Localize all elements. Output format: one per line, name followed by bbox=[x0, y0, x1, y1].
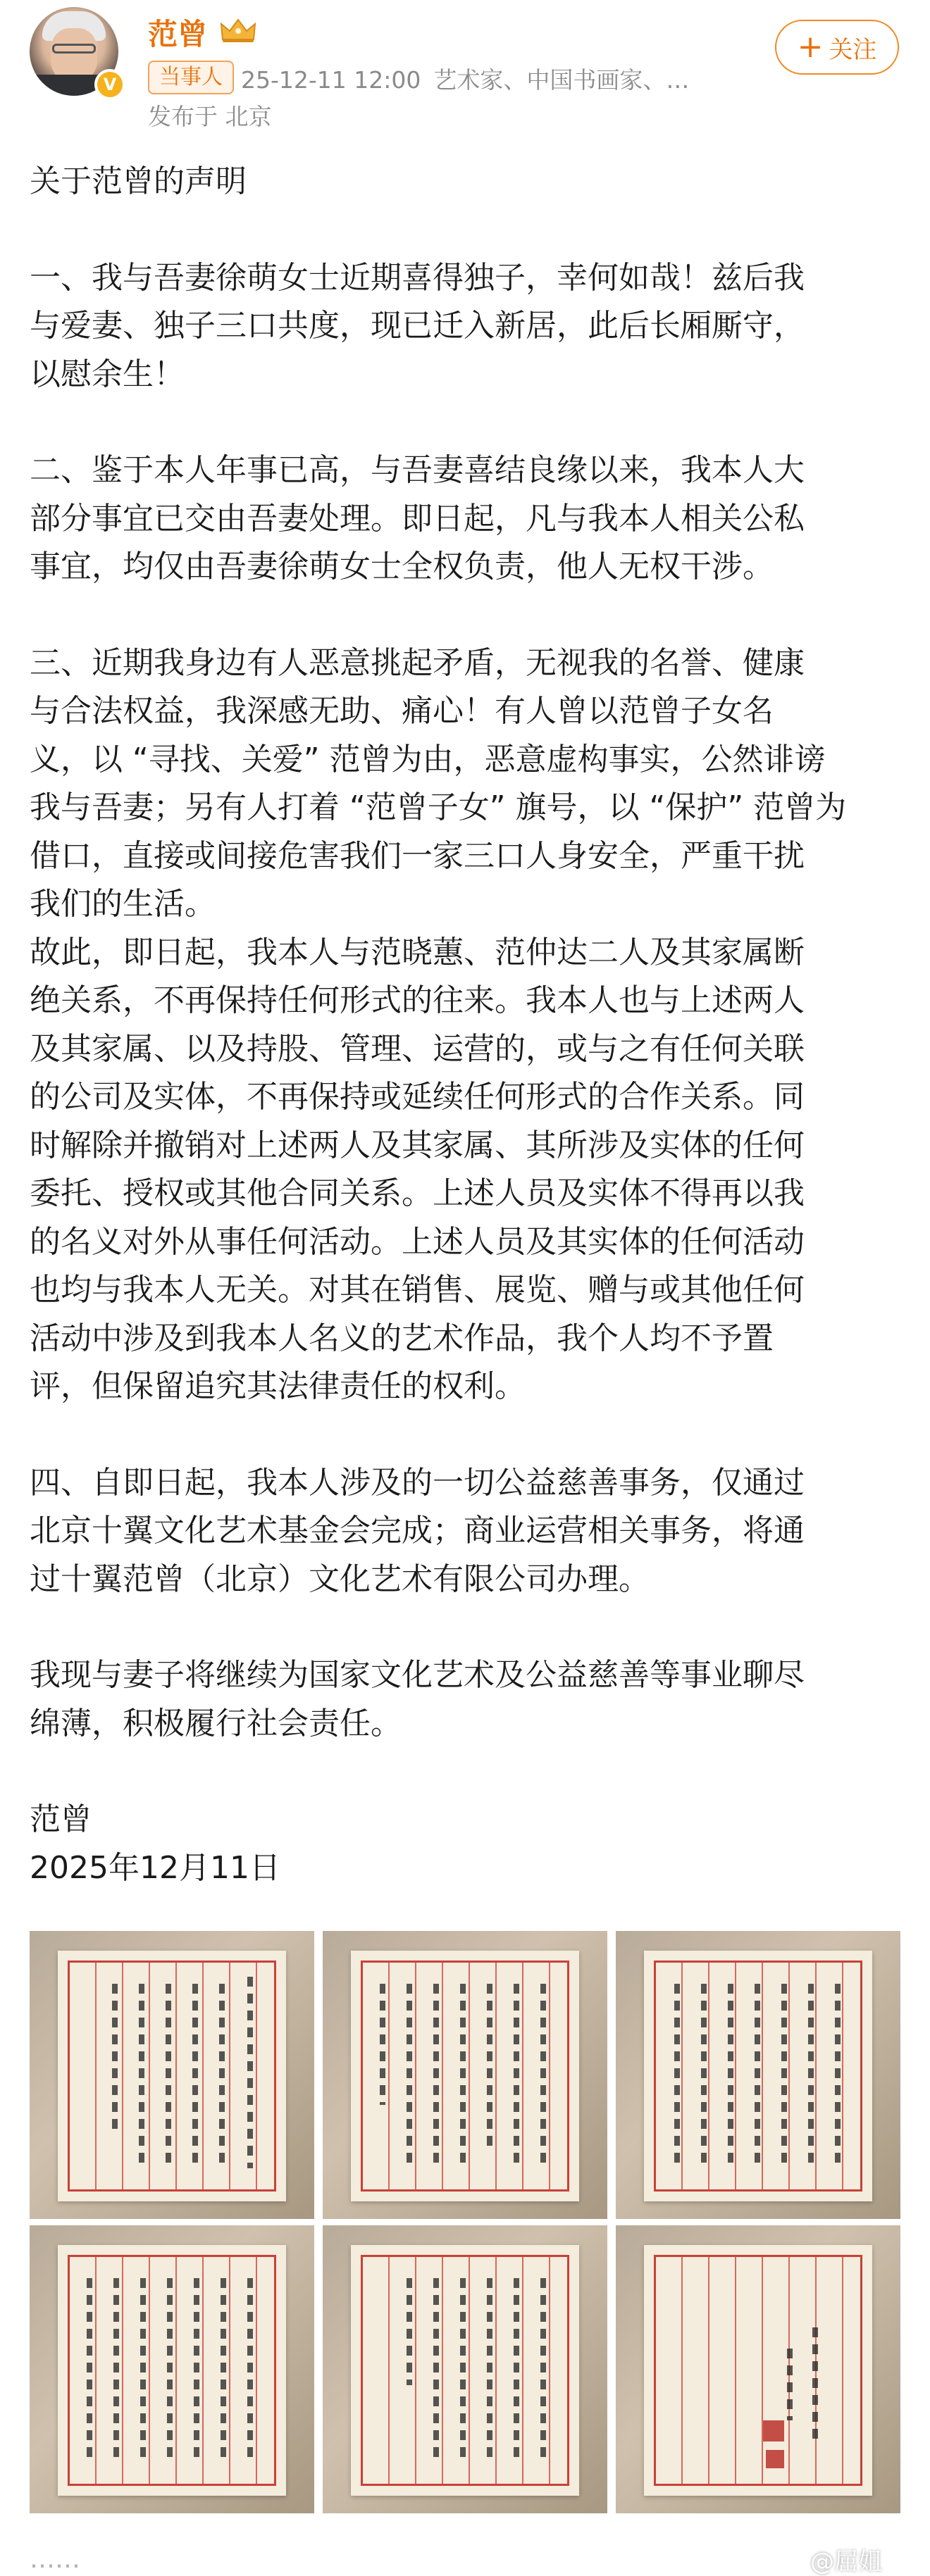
signature-date: 2025年12月11日 bbox=[30, 1849, 280, 1886]
text-line: 委托、授权或其他合同关系。上述人员及实体不得再以我 bbox=[30, 1175, 805, 1211]
text-line: 与爱妻、独子三口共度，现已迁入新居，此后长厢厮守， bbox=[30, 308, 805, 344]
text-line: 部分事宜已交由吾妻处理。即日起，凡与我本人相关公私 bbox=[30, 500, 805, 537]
text-line: 二、鉴于本人年事已高，与吾妻喜结良缘以来，我本人大 bbox=[30, 452, 805, 488]
text-line: 过十翼范曾（北京）文化艺术有限公司办理。 bbox=[30, 1561, 650, 1597]
text-line: 一、我与吾妻徐萌女士近期喜得独子，幸何如哉！兹后我 bbox=[30, 259, 805, 296]
photo-thumbnail[interactable] bbox=[616, 2225, 900, 2513]
post-footer bbox=[30, 2541, 900, 2576]
post-location: 发布于 北京 bbox=[148, 103, 272, 130]
image-grid bbox=[30, 1931, 900, 2513]
text-line: 四、自即日起，我本人涉及的一切公益慈善事务，仅通过 bbox=[30, 1464, 805, 1501]
footer-truncated-text: …… bbox=[30, 2545, 80, 2574]
text-line: 也均与我本人无关。对其在销售、展览、赠与或其他任何 bbox=[30, 1272, 805, 1308]
text-line: 时解除并撤销对上述两人及其家属、其所涉及实体的任何 bbox=[30, 1127, 805, 1163]
text-line: 与合法权益，我深感无助、痛心！有人曾以范曾子女名 bbox=[30, 693, 774, 729]
photo-thumbnail[interactable] bbox=[30, 2225, 314, 2513]
text-line: 我们的生活。 bbox=[30, 886, 216, 922]
text-line: 及其家属、以及持股、管理、运营的，或与之有任何关联 bbox=[30, 1030, 805, 1067]
watermark bbox=[776, 2542, 882, 2576]
role-tag: 当事人 bbox=[148, 61, 234, 94]
text-line: 我现与妻子将继续为国家文化艺术及公益慈善等事业聊尽 bbox=[30, 1657, 805, 1693]
post-datetime: 25-12-11 12:00 bbox=[241, 66, 421, 94]
text-line: 的公司及实体，不再保持或延续任何形式的合作关系。同 bbox=[30, 1079, 805, 1115]
follow-button[interactable] bbox=[775, 20, 899, 75]
seal-stamp-icon bbox=[766, 2450, 784, 2468]
text-line: 评，但保留追究其法律责任的权利。 bbox=[30, 1368, 526, 1404]
post-header bbox=[0, 0, 930, 148]
text-line: 以慰余生！ bbox=[30, 356, 185, 392]
text-line: 三、近期我身边有人恶意挑起矛盾，无视我的名誉、健康 bbox=[30, 644, 805, 681]
crown-icon bbox=[218, 15, 258, 44]
text-line: 我与吾妻；另有人打着 “范曾子女” 旗号，以 “保护” 范曾为 bbox=[30, 789, 847, 825]
plus-icon: + bbox=[797, 29, 824, 65]
text-line: 义，以 “寻找、关爱” 范曾为由，恶意虚构事实，公然诽谤 bbox=[30, 741, 826, 777]
post-body bbox=[30, 158, 900, 1892]
text-line: 北京十翼文化艺术基金会完成；商业运营相关事务，将通 bbox=[30, 1513, 805, 1549]
photo-thumbnail[interactable] bbox=[323, 2225, 607, 2513]
verified-icon: V bbox=[94, 69, 125, 100]
author-titles[interactable]: 艺术家、中国书画家、… bbox=[433, 66, 690, 94]
post-meta bbox=[241, 62, 702, 95]
text-line: 借口，直接或间接危害我们一家三口人身安全，严重干扰 bbox=[30, 837, 805, 874]
text-line: 的名义对外从事任何活动。上述人员及其实体的任何活动 bbox=[30, 1223, 805, 1260]
watermark-text: @屈姐 bbox=[810, 2548, 882, 2576]
signature-name: 范曾 bbox=[30, 1801, 92, 1837]
author-name[interactable]: 范曾 bbox=[148, 17, 208, 51]
text-line: 事宜，均仅由吾妻徐萌女士全权负责，他人无权干涉。 bbox=[30, 549, 774, 584]
photo-thumbnail[interactable] bbox=[323, 1931, 607, 2219]
text-line: 绵薄，积极履行社会责任。 bbox=[30, 1705, 402, 1742]
text-line: 故此，即日起，我本人与范晓蕙、范仲达二人及其家属断 bbox=[30, 934, 805, 970]
text-line: 活动中涉及到我本人名义的艺术作品，我个人均不予置 bbox=[30, 1320, 774, 1356]
post-title: 关于范曾的声明 bbox=[30, 163, 247, 199]
text-line: 绝关系，不再保持任何形式的往来。我本人也与上述两人 bbox=[30, 982, 805, 1018]
seal-stamp-icon bbox=[763, 2420, 784, 2441]
photo-thumbnail[interactable] bbox=[30, 1931, 314, 2219]
follow-label: 关注 bbox=[829, 35, 877, 64]
photo-thumbnail[interactable] bbox=[616, 1931, 900, 2219]
weibo-icon bbox=[776, 2551, 806, 2575]
